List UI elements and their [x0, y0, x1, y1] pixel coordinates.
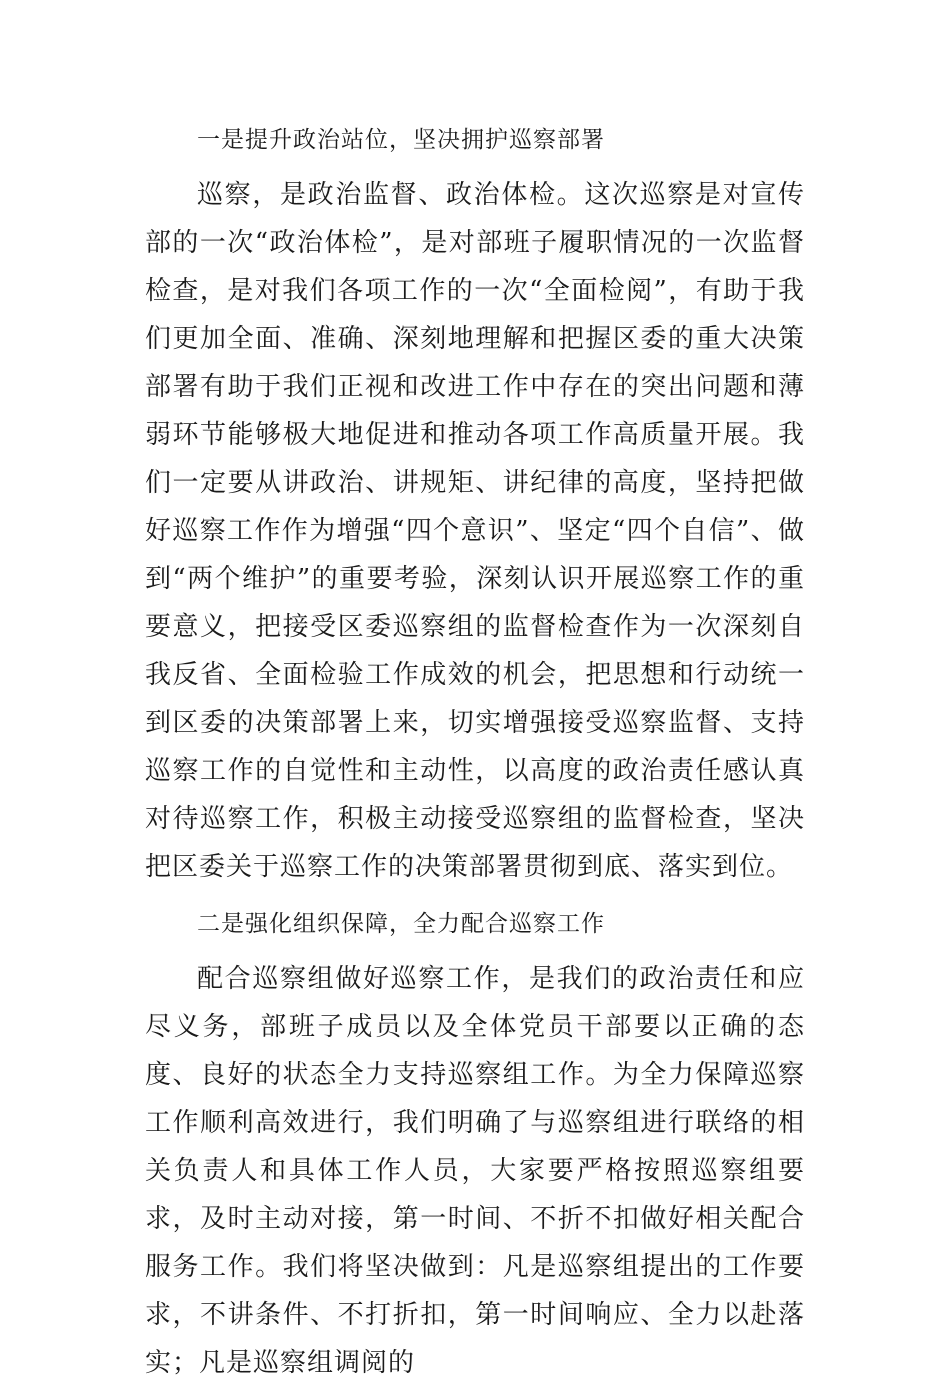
section-paragraph-2: 配合巡察组做好巡察工作，是我们的政治责任和应尽义务，部班子成员以及全体党员干部要以正确的态度、良好的状态全力支持巡察组工作。为全力保障巡察工作顺利高效进行，我们明确了与巡察组进行联络的相关负责人和具体工作人员，大家要严格按照巡察组要求，及时主动对接，第一时间、不折不扣做好相关配合服务工作。我们将坚决做到：凡是巡察组提出的工作要求，不讲条件、不打折扣，第一时间响应、全力以赴落实；凡是巡察组调阅的	[145, 964, 805, 1378]
section-heading-1: 一是提升政治站位，坚决拥护巡察部署	[197, 127, 605, 153]
document-body	[145, 115, 805, 1387]
section-heading-2: 二是强化组织保障，全力配合巡察工作	[197, 911, 605, 937]
section-paragraph-1: 巡察，是政治监督、政治体检。这次巡察是对宣传部的一次“政治体检”，是对部班子履职情况的一次监督检查，是对我们各项工作的一次“全面检阅”，有助于我们更加全面、准确、深刻地理解和把握区委的重大决策部署有助于我们正视和改进工作中存在的突出问题和薄弱环节能够极大地促进和推动各项工作高质量开展。我们一定要从讲政治、讲规矩、讲纪律的高度，坚持把做好巡察工作作为增强“四个意识”、坚定“四个自信”、做到“两个维护”的重要考验，深刻认识开展巡察工作的重要意义，把接受区委巡察组的监督检查作为一次深刻自我反省、全面检验工作成效的机会，把思想和行动统一到区委的决策部署上来，切实增强接受巡察监督、支持巡察工作的自觉性和主动性，以高度的政治责任感认真对待巡察工作，积极主动接受巡察组的监督检查，坚决把区委关于巡察工作的决策部署贯彻到底、落实到位。	[145, 180, 805, 882]
spacer	[145, 891, 805, 899]
